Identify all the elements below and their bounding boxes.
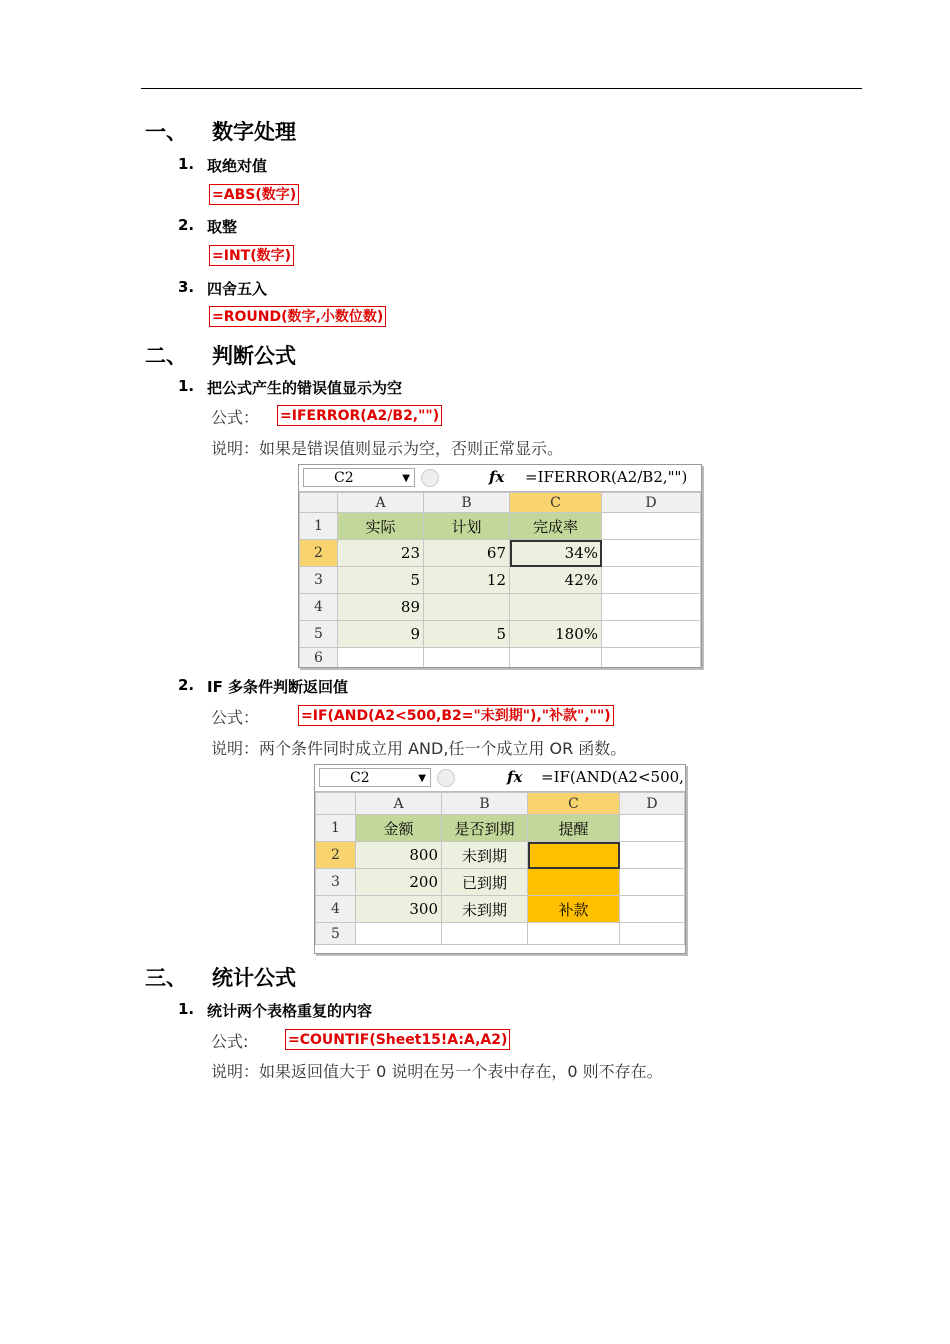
item-1-1-number: 1. [178,155,195,173]
item-3-1-title: 统计两个表格重复的内容 [207,1002,373,1020]
col-header-a[interactable]: A [338,493,424,513]
row-header-2[interactable]: 2 [316,842,356,869]
cell-c1[interactable]: 提醒 [528,815,620,842]
cell-b4[interactable]: 未到期 [442,896,528,923]
formula-label: 公式： [211,708,260,727]
select-all-corner[interactable] [300,493,338,513]
cell-a2[interactable]: 23 [338,540,424,567]
sheet-grid [315,792,685,945]
item-2-2-number: 2. [178,676,195,694]
formula-bar [315,765,685,792]
cell-b4[interactable] [424,594,510,621]
name-box[interactable]: C2 ▼ [303,468,415,487]
cell-a2[interactable]: 800 [356,842,442,869]
fx-icon[interactable]: fx [507,768,523,786]
select-all-corner[interactable] [316,793,356,815]
cell-a1[interactable]: 实际 [338,513,424,540]
cell-b3[interactable]: 已到期 [442,869,528,896]
row-header-4[interactable]: 4 [316,896,356,923]
cell-d3[interactable] [602,567,701,594]
cell-d4[interactable] [602,594,701,621]
row-header-5[interactable]: 5 [316,923,356,945]
cell-a3[interactable]: 200 [356,869,442,896]
cell-b3[interactable]: 12 [424,567,510,594]
cell-a1[interactable]: 金额 [356,815,442,842]
col-header-c[interactable]: C [528,793,620,815]
col-header-d[interactable]: D [620,793,685,815]
cell-b6[interactable] [424,648,510,668]
note-iferror: 说明：如果是错误值则显示为空，否则正常显示。 [211,439,564,458]
item-2-1-title: 把公式产生的错误值显示为空 [207,379,403,397]
cell-d5[interactable] [602,621,701,648]
cancel-circle-icon[interactable] [437,769,455,787]
item-1-1-title: 取绝对值 [207,157,268,175]
row-header-1[interactable]: 1 [300,513,338,540]
formula-label: 公式: [211,1032,249,1051]
section-3-title: 统计公式 [212,966,296,990]
cell-c3[interactable] [528,869,620,896]
row-header-3[interactable]: 3 [300,567,338,594]
cell-a4[interactable]: 89 [338,594,424,621]
cell-c5[interactable]: 180% [510,621,602,648]
cell-c5[interactable] [528,923,620,945]
cell-d3[interactable] [620,869,685,896]
name-box[interactable]: C2 ▼ [319,768,431,787]
dropdown-arrow-icon[interactable]: ▼ [418,773,426,784]
formula-round: =ROUND(数字,小数位数) [209,306,386,327]
item-3-1-number: 1. [178,1000,195,1018]
item-1-2-title: 取整 [207,218,238,236]
cell-c4[interactable] [510,594,602,621]
col-header-d[interactable]: D [602,493,701,513]
row-header-5[interactable]: 5 [300,621,338,648]
cancel-circle-icon[interactable] [421,469,439,487]
cell-c2[interactable]: 34% [510,540,602,567]
col-header-a[interactable]: A [356,793,442,815]
row-header-3[interactable]: 3 [316,869,356,896]
cell-c1[interactable]: 完成率 [510,513,602,540]
row-header-6[interactable]: 6 [300,648,338,668]
row-header-2[interactable]: 2 [300,540,338,567]
section-1-number: 一、 [145,120,187,144]
formula-countif: =COUNTIF(Sheet15!A:A,A2) [285,1029,510,1050]
cell-c6[interactable] [510,648,602,668]
cell-b5[interactable] [442,923,528,945]
cell-c4[interactable]: 补款 [528,896,620,923]
section-3-number: 三、 [145,966,187,990]
col-header-c[interactable]: C [510,493,602,513]
formula-bar-text[interactable]: =IF(AND(A2<500, [541,768,684,786]
item-1-2-number: 2. [178,216,195,234]
cell-c2[interactable] [528,842,620,869]
formula-abs: =ABS(数字) [209,184,299,205]
formula-iferror: =IFERROR(A2/B2,"") [277,405,442,426]
cell-c3[interactable]: 42% [510,567,602,594]
cell-a4[interactable]: 300 [356,896,442,923]
cell-b1[interactable]: 计划 [424,513,510,540]
col-header-b[interactable]: B [442,793,528,815]
formula-label: 公式： [211,408,260,427]
cell-d2[interactable] [620,842,685,869]
item-2-1-number: 1. [178,377,195,395]
section-1-title: 数字处理 [212,120,296,144]
note-countif: 说明：如果返回值大于 0 说明在另一个表中存在，0 则不存在。 [211,1062,663,1081]
cell-b2[interactable]: 未到期 [442,842,528,869]
formula-bar-text[interactable]: =IFERROR(A2/B2,"") [525,468,688,486]
formula-bar [299,465,701,492]
item-2-2-title: IF 多条件判断返回值 [207,678,349,696]
cell-a6[interactable] [338,648,424,668]
row-header-1[interactable]: 1 [316,815,356,842]
cell-b5[interactable]: 5 [424,621,510,648]
cell-d5[interactable] [620,923,685,945]
cell-b1[interactable]: 是否到期 [442,815,528,842]
cell-a5[interactable] [356,923,442,945]
spreadsheet-if-and [314,764,686,954]
cell-a5[interactable]: 9 [338,621,424,648]
dropdown-arrow-icon[interactable]: ▼ [402,473,410,484]
section-2-number: 二、 [145,344,187,368]
item-1-3-title: 四舍五入 [207,280,268,298]
cell-d4[interactable] [620,896,685,923]
fx-icon[interactable]: fx [489,468,505,486]
note-if-and: 说明：两个条件同时成立用 AND,任一个成立用 OR 函数。 [211,739,627,758]
col-header-b[interactable]: B [424,493,510,513]
cell-d6[interactable] [602,648,701,668]
cell-a3[interactable]: 5 [338,567,424,594]
cell-d1[interactable] [620,815,685,842]
formula-if-and: =IF(AND(A2<500,B2="未到期"),"补款","") [298,705,614,726]
item-1-3-number: 3. [178,278,195,296]
cell-d1[interactable] [602,513,701,540]
section-2-title: 判断公式 [212,344,296,368]
row-header-4[interactable]: 4 [300,594,338,621]
formula-int: =INT(数字) [209,245,294,266]
spreadsheet-iferror [298,464,702,668]
header-rule [141,88,862,89]
cell-d2[interactable] [602,540,701,567]
cell-b2[interactable]: 67 [424,540,510,567]
sheet-grid [299,492,701,668]
